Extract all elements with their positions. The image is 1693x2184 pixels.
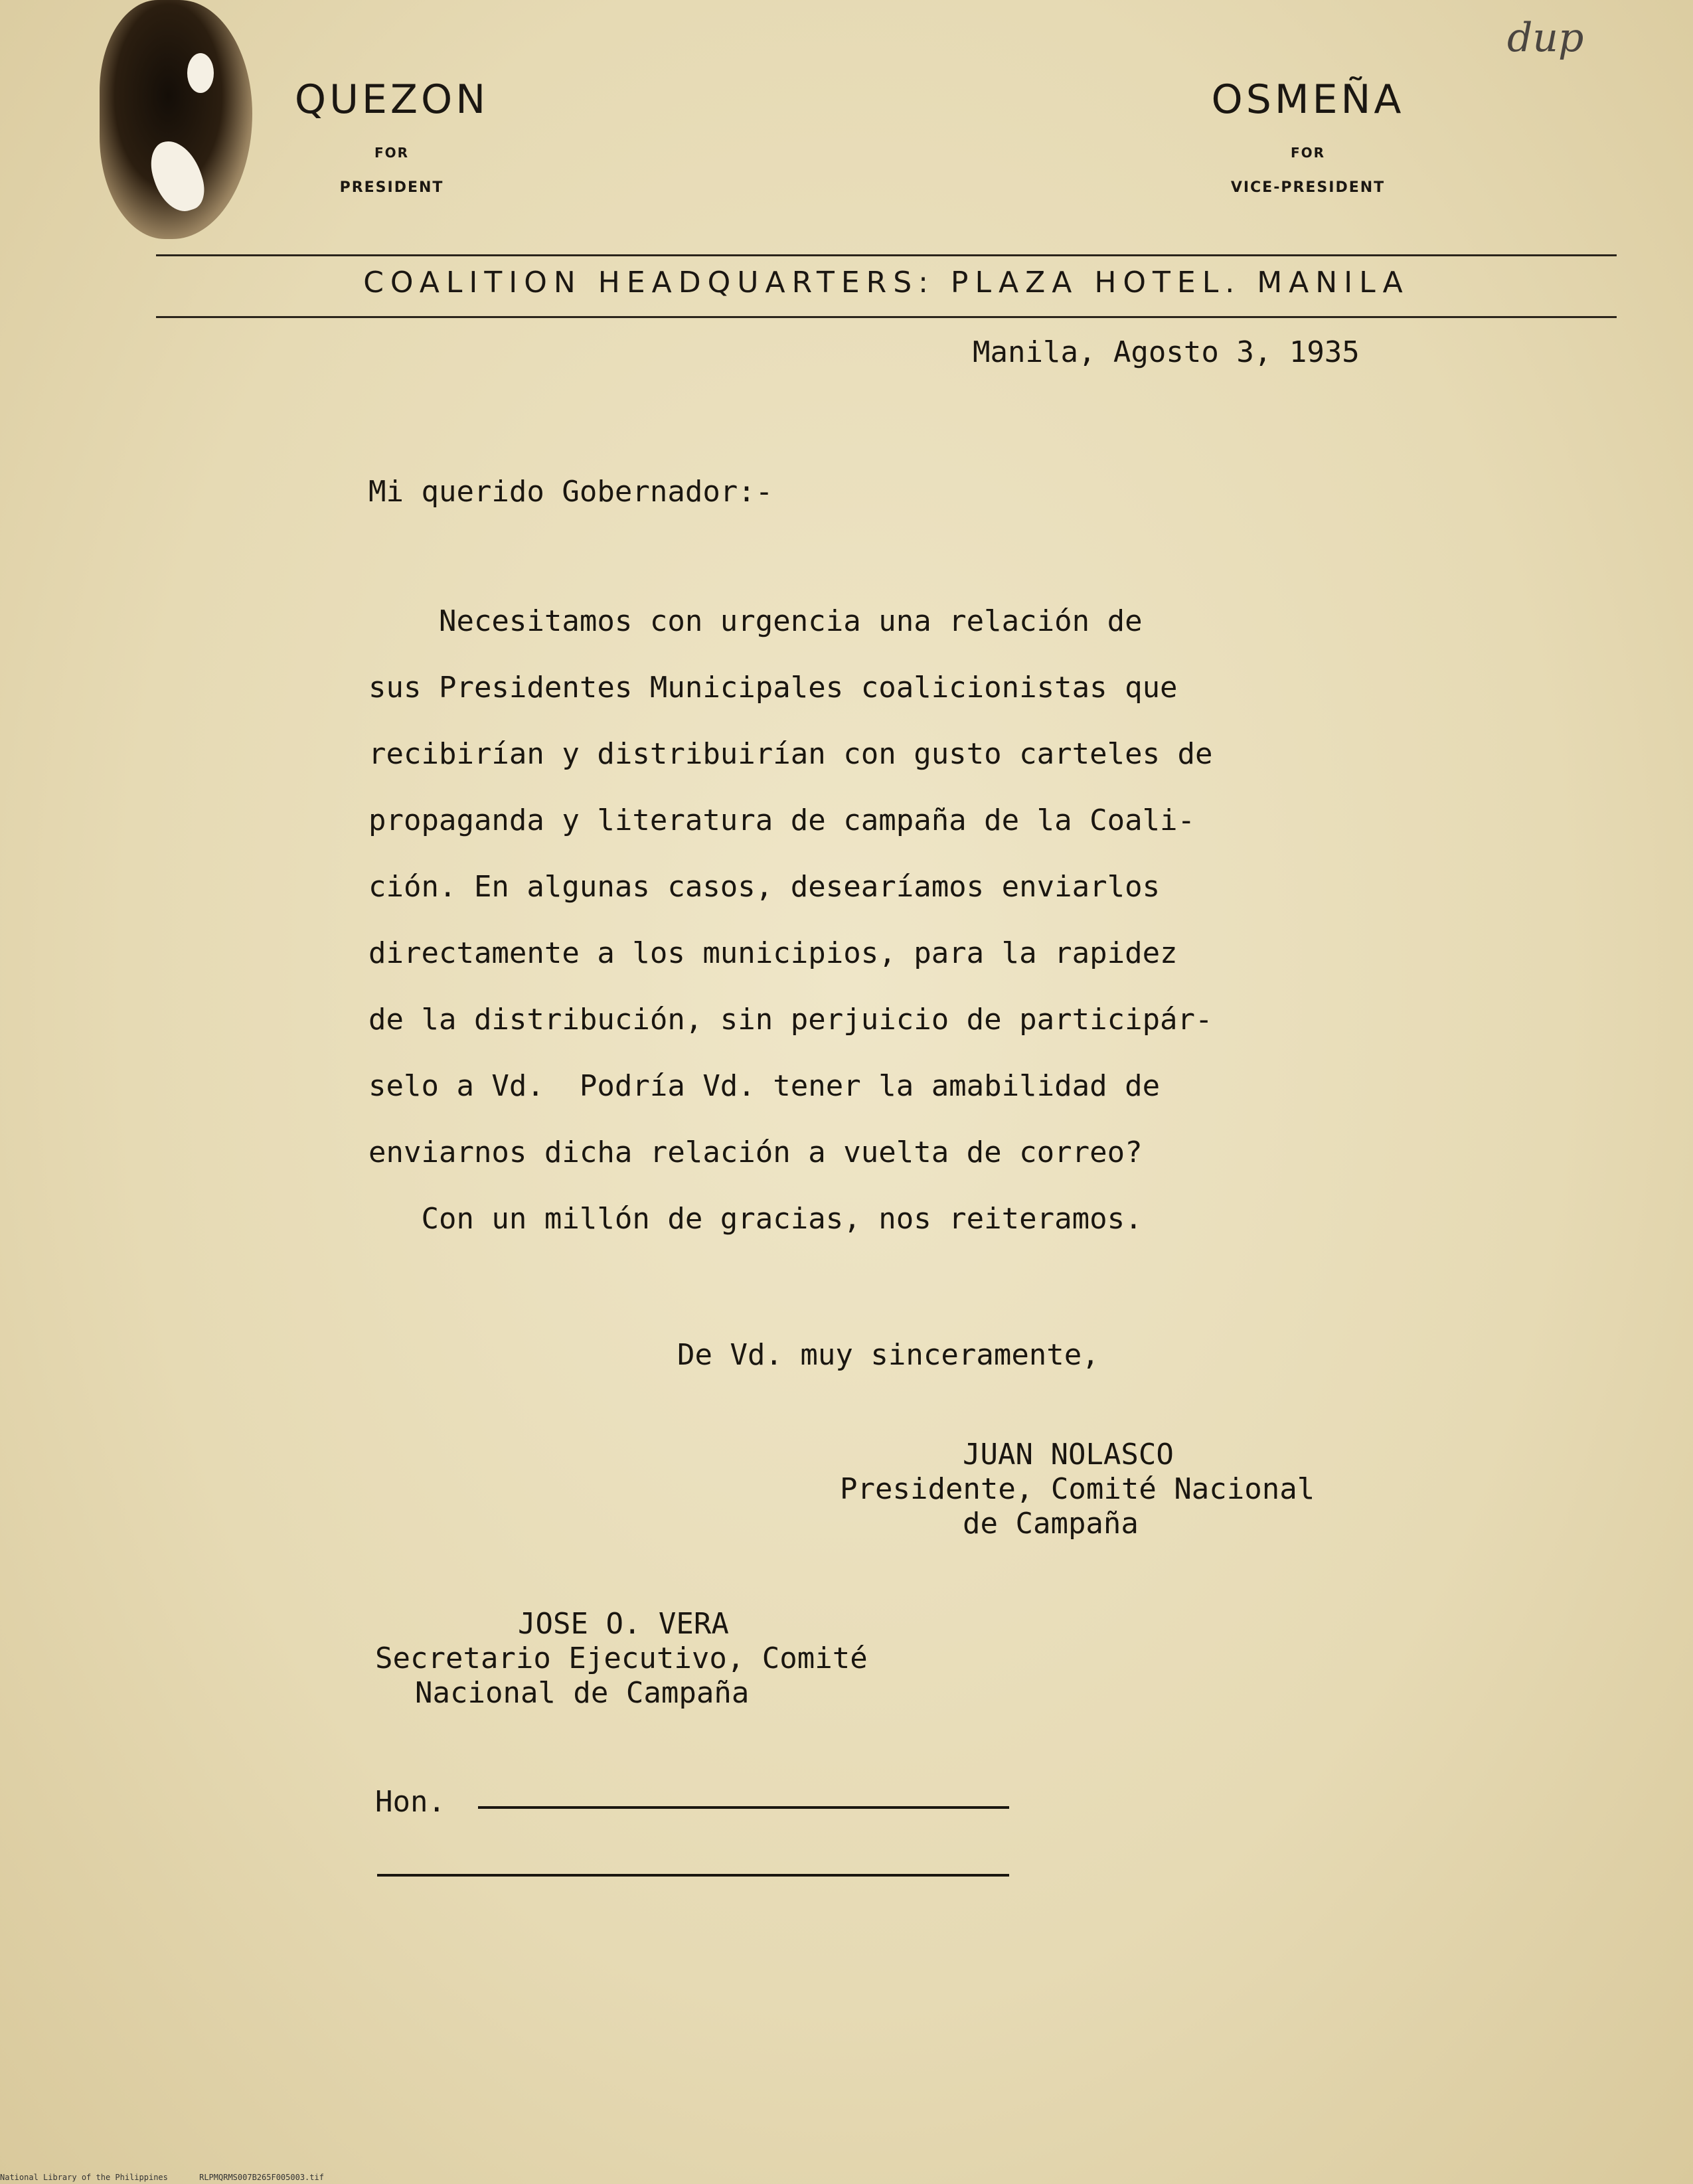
left-candidate-role: PRESIDENT (339, 179, 444, 196)
closing: De Vd. muy sinceramente, (677, 1338, 1099, 1372)
signatory-1-title-line-1: Presidente, Comité Nacional (840, 1472, 1315, 1506)
body-line: directamente a los municipios, para la rapidez (368, 936, 1178, 970)
right-candidate-name: OSMEÑA (1211, 76, 1405, 123)
letterhead-top-rule (156, 254, 1617, 256)
addressee-blank-line-2 (377, 1874, 1009, 1877)
archive-footer (0, 2173, 351, 2182)
left-candidate-for: FOR (374, 145, 410, 161)
signatory-block-1 (840, 1438, 1315, 1541)
body-line: Necesitamos con urgencia una relación de (368, 604, 1143, 638)
right-candidate-for: FOR (1290, 145, 1326, 161)
signatory-2-name: JOSE O. VERA (518, 1607, 729, 1641)
handwritten-corner-note: dup (1507, 15, 1584, 61)
signatory-2-title-line-1: Secretario Ejecutivo, Comité (375, 1641, 868, 1675)
body-line: de la distribución, sin perjuicio de participár- (368, 1003, 1213, 1037)
letterhead-bottom-rule (156, 316, 1617, 318)
body-line: Con un millón de gracias, nos reiteramos. (368, 1202, 1143, 1236)
left-candidate-block (232, 76, 551, 196)
body-line: recibirían y distribuirían con gusto carteles de (368, 737, 1213, 771)
body-line: selo a Vd. Podría Vd. tener la amabilidad de (368, 1069, 1161, 1103)
left-candidate-name: QUEZON (294, 76, 489, 123)
body-line: enviarnos dicha relación a vuelta de correo? (368, 1135, 1143, 1169)
letter-date: Manila, Agosto 3, 1935 (973, 335, 1360, 369)
signatory-block-2 (375, 1607, 868, 1711)
body-line: sus Presidentes Municipales coalicionistas que (368, 671, 1178, 705)
addressee-label: Hon. (375, 1785, 445, 1819)
body-line: ción. En algunas casos, desearíamos enviarlos (368, 870, 1161, 904)
signatory-1-title-line-2: de Campaña (963, 1507, 1139, 1541)
right-candidate-role: VICE-PRESIDENT (1230, 179, 1386, 196)
signatory-1-name: JUAN NOLASCO (963, 1438, 1174, 1471)
burn-hole-small (187, 53, 214, 93)
archive-file-ref: RLPMQRMS007B265F005003.tif (199, 2173, 324, 2182)
signatory-2-title-line-2: Nacional de Campaña (415, 1676, 750, 1710)
body-line: propaganda y literatura de campaña de la Coali- (368, 803, 1196, 837)
right-candidate-block (1122, 76, 1494, 196)
headquarters-line: COALITION HEADQUARTERS: PLAZA HOTEL. MANILA (363, 266, 1410, 299)
addressee-blank-line-1 (478, 1806, 1009, 1809)
archive-name: National Library of the Philippines (0, 2173, 168, 2182)
salutation: Mi querido Gobernador:- (368, 475, 773, 509)
